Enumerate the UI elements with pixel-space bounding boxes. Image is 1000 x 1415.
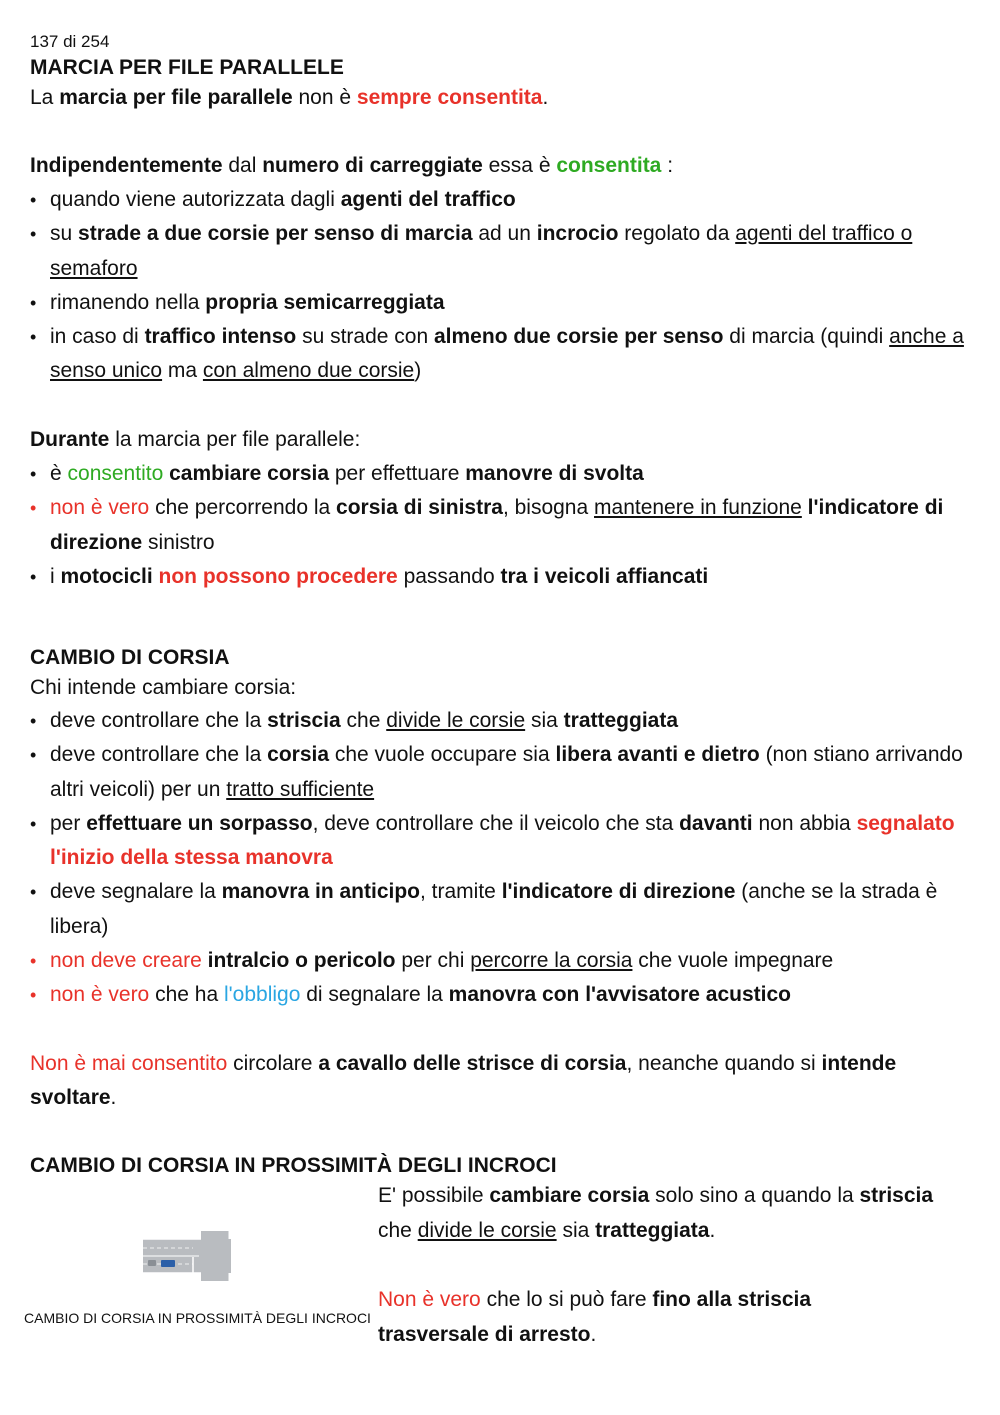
section-title-parallel: MARCIA PER FILE PARALLELE: [30, 56, 344, 79]
during-paragraph: Durante la marcia per file parallele:: [30, 428, 361, 451]
during-list: [30, 457, 975, 594]
lane-change-intro: Chi intende cambiare corsia:: [30, 676, 297, 699]
list-item: • non è vero che ha l'obbligo di segnalare la manovra con l'avvisatore acustico: [30, 978, 975, 1012]
lane-change-list: [30, 704, 975, 1013]
list-item: • quando viene autorizzata dagli agenti del traffico: [30, 183, 975, 217]
list-item: • non è vero che percorrendo la corsia di sinistra, bisogna mantenere in funzione l'indicatore di direzione sinistro: [30, 491, 975, 560]
page-number: 137 di 254: [30, 32, 110, 51]
list-item: • è consentito cambiare corsia per effettuare manovre di svolta: [30, 457, 975, 491]
never-allowed-paragraph: Non è mai consentito circolare a cavallo delle strisce di corsia, neanche quando si intende svoltare.: [30, 1052, 897, 1109]
intersection-paragraph-2: Non è vero che lo si può fare fino alla striscia trasversale di arresto.: [378, 1288, 812, 1346]
list-item: • in caso di traffico intenso su strade con almeno due corsie per senso di marcia (quindi anche a senso unico ma con almeno due corsie): [30, 320, 975, 389]
list-item: • non deve creare intralcio o pericolo per chi percorre la corsia che vuole impegnare: [30, 944, 975, 978]
independent-paragraph: Indipendentemente dal numero di carreggiate essa è consentita :: [30, 154, 674, 177]
road-intersection-illustration: [143, 1231, 231, 1281]
list-item: • deve controllare che la striscia che divide le corsie sia tratteggiata: [30, 704, 975, 738]
parallel-intro: La marcia per file parallele non è sempre consentita.: [30, 86, 549, 109]
list-item: • deve segnalare la manovra in anticipo, tramite l'indicatore di direzione (anche se la strada è libera): [30, 875, 975, 944]
consent-list: [30, 183, 975, 389]
intersection-paragraph-1: E' possibile cambiare corsia solo sino a quando la striscia che divide le corsie sia tratteggiata.: [378, 1184, 934, 1242]
list-item: • i motocicli non possono procedere passando tra i veicoli affiancati: [30, 560, 975, 594]
list-item: • per effettuare un sorpasso, deve controllare che il veicolo che sta davanti non abbia segnalato l'inizio della stessa manovra: [30, 807, 975, 876]
list-item: • rimanendo nella propria semicarreggiata: [30, 286, 975, 320]
list-item: • deve controllare che la corsia che vuole occupare sia libera avanti e dietro (non stiano arrivando altri veicoli) per un tratto sufficiente: [30, 738, 975, 807]
section-title-intersections: CAMBIO DI CORSIA IN PROSSIMITÀ DEGLI INCROCI: [30, 1154, 557, 1177]
section-title-lane-change: CAMBIO DI CORSIA: [30, 646, 230, 669]
figure-caption: CAMBIO DI CORSIA IN PROSSIMITÀ DEGLI INCROCI: [24, 1310, 371, 1326]
list-item: • su strade a due corsie per senso di marcia ad un incrocio regolato da agenti del traffico o semaforo: [30, 217, 975, 286]
